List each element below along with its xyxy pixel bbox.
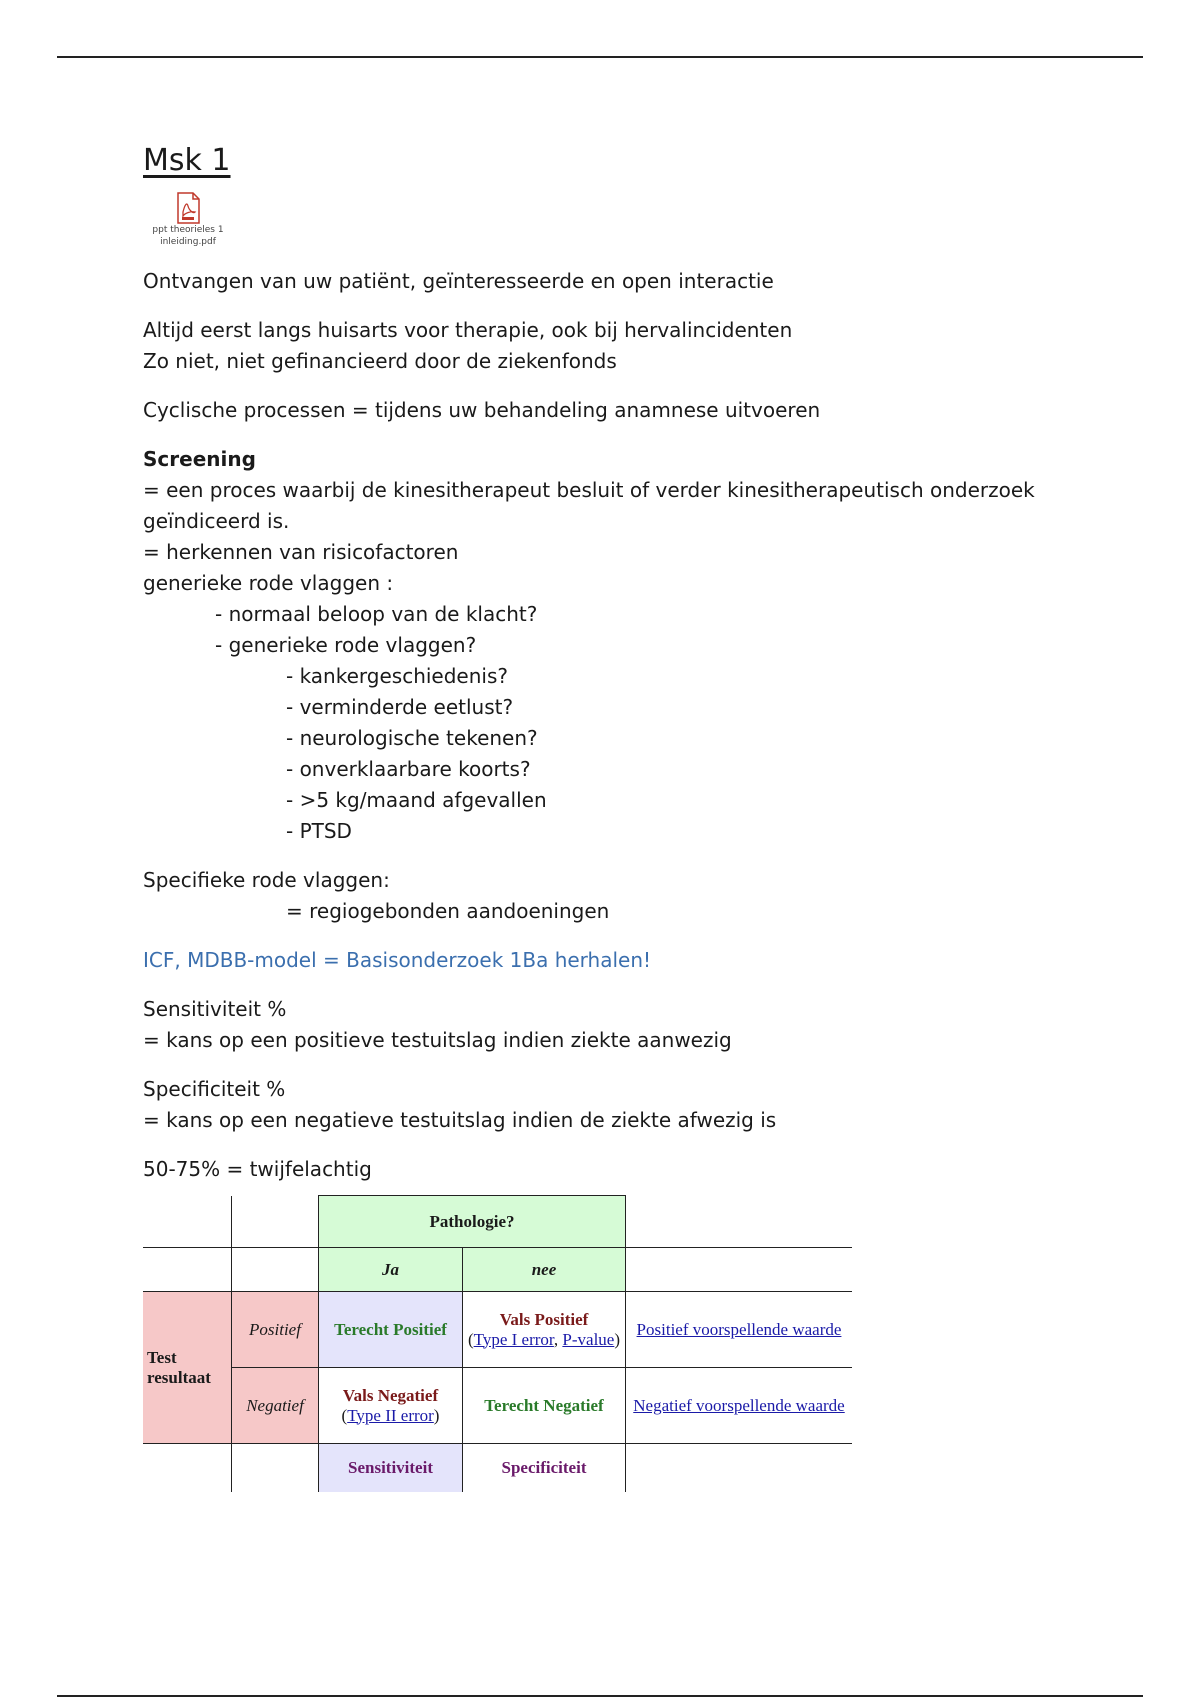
false-positive-cell (463, 1292, 626, 1368)
huisarts-line1: Altijd eerst langs huisarts voor therapie, ook bij hervalincidenten (143, 318, 793, 342)
table-empty-cell (232, 1248, 319, 1292)
red-flag-item: - kankergeschiedenis? (286, 664, 509, 688)
pathology-header: Pathologie? (319, 1196, 626, 1248)
ppv-link[interactable]: Positief voorspellende waarde (636, 1319, 842, 1339)
pdf-file-icon (173, 192, 203, 224)
red-flag-item: - onverklaarbare koorts? (286, 757, 531, 781)
ppv-cell (626, 1292, 853, 1368)
sensitivity-cell: Sensitiviteit (319, 1444, 463, 1492)
paren-close: ) (614, 1329, 621, 1349)
icf-section (143, 945, 1063, 976)
page-content (143, 140, 1063, 1492)
specific-line1: Specifieke rode vlaggen: (143, 868, 390, 892)
true-negative-cell: Terecht Negatief (463, 1368, 626, 1444)
positief-header: Positief (232, 1292, 319, 1368)
icf-text: ICF, MDBB-model = Basisonderzoek 1Ba herhalen! (143, 948, 652, 972)
table-empty-cell (232, 1196, 319, 1248)
p-value-link[interactable]: P-value (562, 1329, 615, 1349)
separator: , (553, 1329, 563, 1349)
specificity-cell: Specificiteit (463, 1444, 626, 1492)
diagnostic-table (143, 1195, 852, 1492)
specific-line2: = regiogebonden aandoeningen (286, 899, 610, 923)
table-empty-cell (626, 1444, 853, 1492)
sensitivity-section (143, 994, 1063, 1056)
top-rule (57, 56, 1143, 58)
attachment-name-line2: inleiding.pdf (160, 237, 216, 247)
intro-text: Ontvangen van uw patiënt, geïnteresseerde en open interactie (143, 269, 774, 293)
screening-line3: = herkennen van risicofactoren (143, 540, 459, 564)
specificity-definition: = kans op een negatieve testuitslag indien de ziekte afwezig is (143, 1108, 777, 1132)
type2-error-link[interactable]: Type II error (347, 1405, 434, 1425)
nee-header: nee (463, 1248, 626, 1292)
pdf-attachment[interactable] (143, 192, 233, 248)
sensitivity-heading: Sensitiviteit % (143, 997, 287, 1021)
threshold-section (143, 1154, 1063, 1185)
false-positive-label: Vals Positief (499, 1309, 589, 1329)
red-flag-item: - PTSD (286, 819, 352, 843)
screening-sub1: - normaal beloop van de klacht? (215, 602, 538, 626)
specific-section (143, 865, 1063, 927)
table-empty-cell (143, 1196, 232, 1248)
negatief-header: Negatief (232, 1368, 319, 1444)
specificity-heading: Specificiteit % (143, 1077, 286, 1101)
red-flag-item: - verminderde eetlust? (286, 695, 514, 719)
false-negative-cell (319, 1368, 463, 1444)
npv-cell (626, 1368, 853, 1444)
table-empty-cell (143, 1444, 232, 1492)
test-result-header: Test resultaat (143, 1292, 232, 1444)
page-title: Msk 1 (143, 143, 231, 178)
paragraph-cyclic (143, 395, 1063, 426)
attachment-name-line1: ppt theorieles 1 (152, 225, 224, 235)
npv-link[interactable]: Negatief voorspellende waarde (633, 1395, 845, 1415)
huisarts-line2: Zo niet, niet gefinancieerd door de ziekenfonds (143, 349, 617, 373)
red-flag-item: - >5 kg/maand afgevallen (286, 788, 547, 812)
bottom-rule (57, 1695, 1143, 1697)
screening-heading: Screening (143, 447, 256, 471)
paren-open: ( (467, 1329, 474, 1349)
paren-close: ) (433, 1405, 440, 1425)
cyclic-text: Cyclische processen = tijdens uw behandeling anamnese uitvoeren (143, 398, 821, 422)
table-empty-cell (143, 1248, 232, 1292)
true-positive-cell: Terecht Positief (319, 1292, 463, 1368)
sensitivity-definition: = kans op een positieve testuitslag indien ziekte aanwezig (143, 1028, 732, 1052)
red-flag-item: - neurologische tekenen? (286, 726, 538, 750)
specificity-section (143, 1074, 1063, 1136)
screening-sub2: - generieke rode vlaggen? (215, 633, 477, 657)
screening-line1: = een proces waarbij de kinesitherapeut besluit of verder kinesitherapeutisch onderzoek (143, 478, 1035, 502)
table-empty-cell (626, 1248, 853, 1292)
ja-header: Ja (319, 1248, 463, 1292)
screening-line4: generieke rode vlaggen : (143, 571, 394, 595)
paren-open: ( (341, 1405, 348, 1425)
table-empty-cell (232, 1444, 319, 1492)
paragraph-huisarts (143, 315, 1063, 377)
screening-section (143, 444, 1063, 847)
false-negative-label: Vals Negatief (342, 1385, 439, 1405)
threshold-text: 50-75% = twijfelachtig (143, 1157, 372, 1181)
table-empty-cell (626, 1196, 853, 1248)
paragraph-intro (143, 266, 1063, 297)
screening-line2: geïndiceerd is. (143, 509, 290, 533)
type1-error-link[interactable]: Type I error (473, 1329, 554, 1349)
